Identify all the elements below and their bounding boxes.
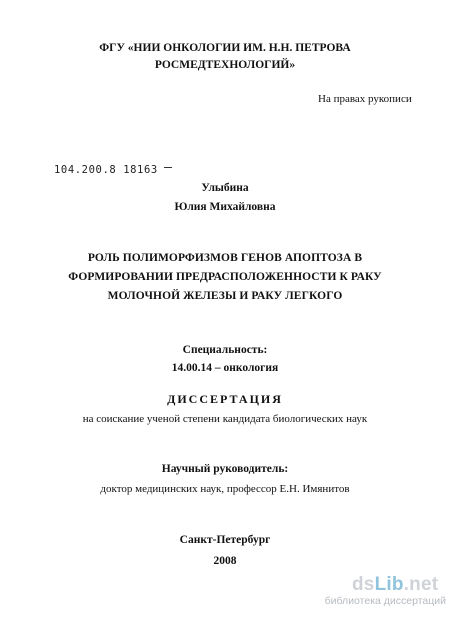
watermark-subtitle: библиотека диссертаций bbox=[324, 595, 446, 607]
dissertation-heading: ДИССЕРТАЦИЯ bbox=[167, 392, 283, 406]
organization-line-1: ФГУ «НИИ ОНКОЛОГИИ ИМ. Н.Н. ПЕТРОВА bbox=[99, 42, 351, 54]
city: Санкт-Петербург bbox=[179, 534, 271, 546]
dslib-logo bbox=[352, 574, 438, 596]
logo-part-ds: ds bbox=[352, 574, 375, 595]
author-surname: Улыбина bbox=[201, 182, 249, 194]
year: 2008 bbox=[213, 555, 237, 567]
dslib-watermark bbox=[324, 574, 446, 614]
title-line-1: РОЛЬ ПОЛИМОРФИЗМОВ ГЕНОВ АПОПТОЗА В bbox=[87, 252, 363, 264]
stamp-dash bbox=[164, 167, 172, 168]
dissertation-purpose: на соискание ученой степени кандидата биологических наук bbox=[82, 413, 368, 425]
supervisor-name: доктор медицинских наук, профессор Е.Н. Имянитов bbox=[100, 483, 350, 495]
title-line-2: ФОРМИРОВАНИИ ПРЕДРАСПОЛОЖЕННОСТИ К РАКУ bbox=[68, 271, 382, 283]
specialty-label: Специальность: bbox=[182, 344, 268, 356]
logo-part-lib: Lib bbox=[374, 574, 404, 595]
title-line-3: МОЛОЧНОЙ ЖЕЛЕЗЫ И РАКУ ЛЕГКОГО bbox=[107, 290, 343, 302]
organization-line-2: РОСМЕДТЕХНОЛОГИЙ» bbox=[154, 59, 296, 71]
supervisor-label: Научный руководитель: bbox=[161, 463, 289, 475]
logo-part-net: .net bbox=[403, 574, 439, 595]
specialty-value: 14.00.14 – онкология bbox=[171, 362, 279, 374]
manuscript-rights-note: На правах рукописи bbox=[318, 93, 412, 105]
archive-stamp: 104.200.8 18163 bbox=[54, 164, 158, 176]
author-given-names: Юлия Михайловна bbox=[174, 201, 276, 213]
